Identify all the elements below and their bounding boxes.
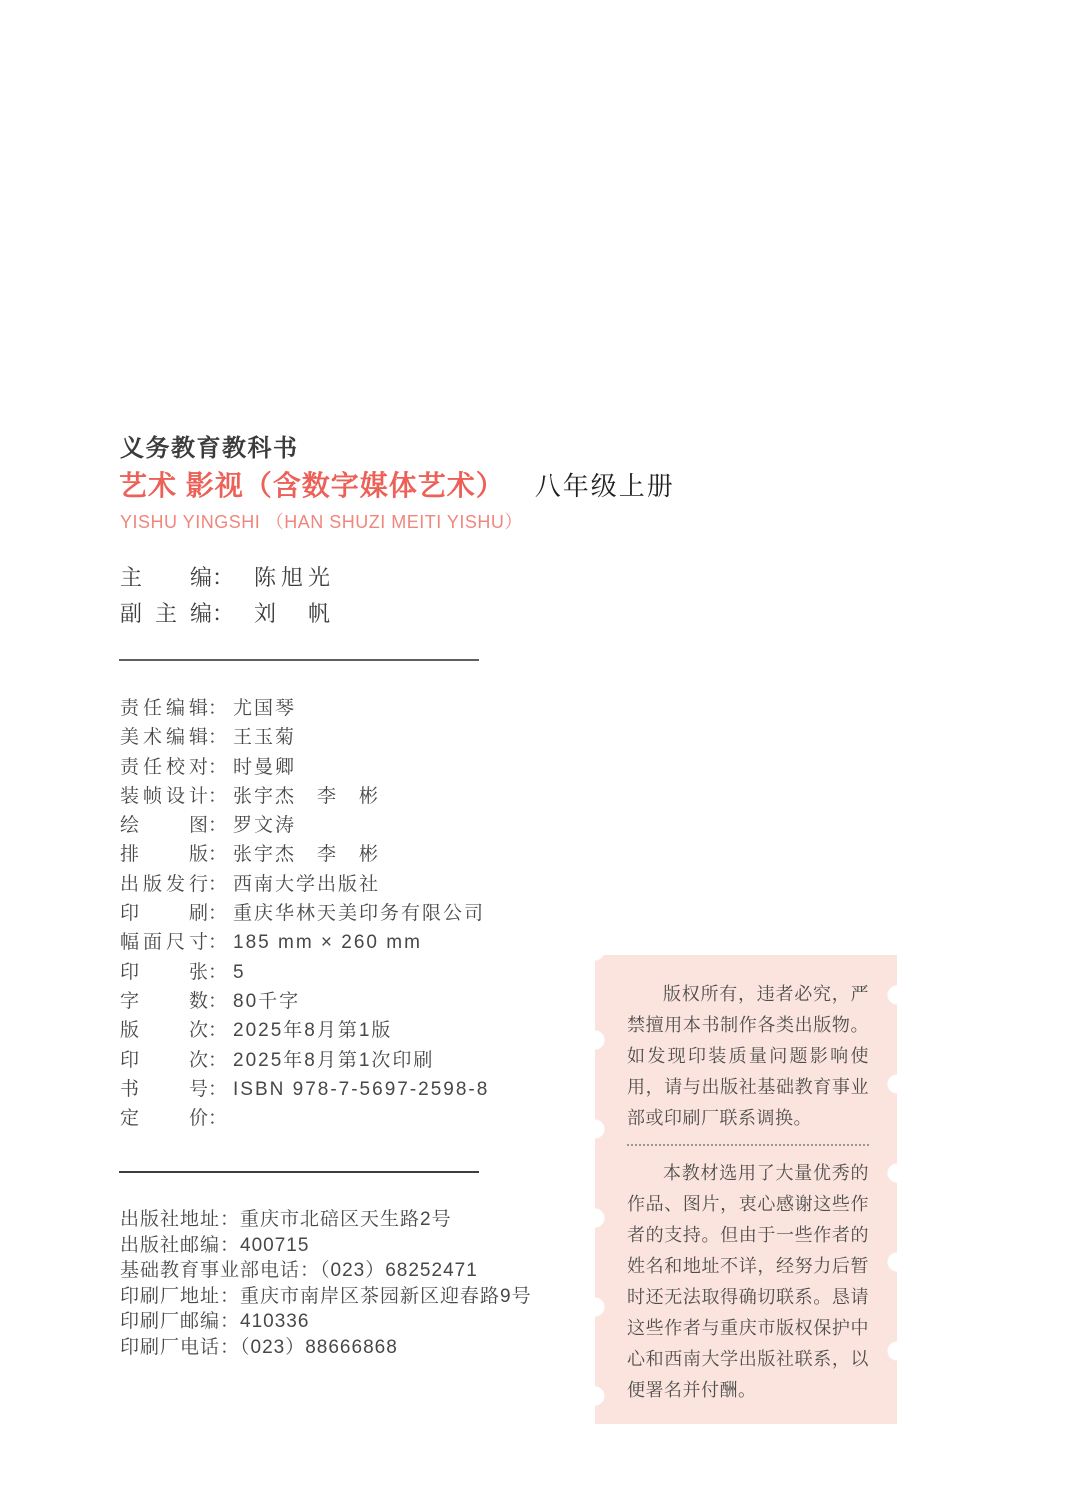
editors-block — [120, 560, 335, 632]
colon: ： — [208, 961, 228, 983]
stamp-notch-right-edge — [886, 955, 908, 1424]
colon: ： — [208, 1108, 228, 1130]
book-title-pinyin: YISHU YINGSHI （HAN SHUZI MEITI YISHU） — [120, 512, 523, 532]
colophon-row — [120, 958, 489, 987]
contact-row — [120, 1207, 532, 1233]
contact-label: 基础教育事业部电话 — [120, 1260, 301, 1282]
copyright-statement: 版权所有，违者必究，严禁擅用本书制作各类出版物。如发现印装质量问题影响使用，请与出版社基础教育事业部或印刷厂联系调换。 — [627, 984, 869, 1128]
colophon-row — [120, 723, 489, 752]
colon: ： — [208, 903, 228, 925]
colon: ： — [208, 932, 228, 954]
contact-label: 印刷厂邮编 — [120, 1311, 221, 1333]
colon: ： — [220, 1336, 241, 1358]
copyright-notice-box — [595, 955, 897, 1424]
contact-value: 重庆市北碚区天生路2号 — [240, 1209, 452, 1230]
colophon-label: 装帧设计 — [120, 785, 208, 807]
contact-row — [120, 1233, 532, 1259]
colophon-value: 罗文涛 — [233, 815, 297, 837]
colon: ： — [220, 1311, 241, 1333]
colon: ： — [208, 873, 228, 895]
colon: ： — [220, 1234, 241, 1256]
colophon-value: 5 — [233, 961, 246, 983]
colophon-label: 书号 — [120, 1078, 208, 1100]
stamp-notch-left-edge — [584, 955, 606, 1424]
colophon-row — [120, 811, 489, 840]
book-title: 艺术 影视（含数字媒体艺术） — [119, 470, 505, 501]
editor-role-label: 主编 — [120, 565, 212, 590]
colophon-label: 印次 — [120, 1049, 208, 1071]
colophon-value: 西南大学出版社 — [233, 873, 381, 895]
colophon-row — [120, 928, 489, 957]
colon: ： — [208, 727, 228, 749]
publisher-contact-list — [120, 1207, 532, 1361]
colon: ： — [208, 1020, 228, 1042]
editor-row — [120, 596, 335, 632]
colophon-value: 尤国琴 — [233, 698, 297, 719]
colon: ： — [208, 1049, 228, 1071]
colon: ： — [300, 1260, 321, 1282]
colophon-label: 定价 — [120, 1108, 208, 1130]
book-title-row — [119, 464, 675, 504]
colophon-label: 版次 — [120, 1020, 208, 1042]
colon: ： — [220, 1285, 241, 1307]
colophon-label: 出版发行 — [120, 873, 208, 895]
colophon-row — [120, 1104, 489, 1133]
divider-line-bottom — [119, 1171, 479, 1173]
colophon-row — [120, 1016, 489, 1045]
colophon-label: 美术编辑 — [120, 727, 208, 749]
colophon-row — [120, 899, 489, 928]
colophon-row — [120, 782, 489, 811]
colophon-value: 2025年8月第1版 — [233, 1020, 393, 1042]
colon: ： — [208, 756, 228, 778]
editor-name: 刘 帆 — [254, 601, 336, 626]
contact-label: 印刷厂电话 — [120, 1336, 221, 1358]
series-title: 义务教育教科书 — [120, 435, 299, 462]
colophon-list — [120, 694, 489, 1133]
contact-row — [120, 1284, 532, 1310]
colophon-label: 绘图 — [120, 815, 208, 837]
colophon-row — [120, 753, 489, 782]
contact-row — [120, 1309, 532, 1335]
colophon-label: 幅面尺寸 — [120, 932, 208, 954]
colophon-value: 时曼卿 — [233, 756, 297, 778]
colophon-row — [120, 840, 489, 869]
colophon-value: 张宇杰 李 彬 — [233, 844, 381, 866]
contact-value: 重庆市南岸区茶园新区迎春路9号 — [240, 1285, 532, 1307]
contact-label: 出版社邮编 — [120, 1234, 221, 1256]
editor-row — [120, 560, 335, 596]
colophon-label: 责任编辑 — [120, 698, 208, 719]
colon: ： — [208, 698, 228, 719]
dotted-divider — [627, 1144, 869, 1146]
colophon-row — [120, 870, 489, 899]
colophon-row — [120, 1046, 489, 1075]
colophon-row — [120, 694, 489, 723]
acknowledgement-statement: 本教材选用了大量优秀的作品、图片，衷心感谢这些作者的支持。但由于一些作者的姓名和地址不详，经努力后暂时还无法取得确切联系。恳请这些作者与重庆市版权保护中心和西南大学出版社联系，以便署名并付酬。 — [627, 1163, 869, 1400]
colophon-value: 185 mm × 260 mm — [233, 932, 422, 954]
colophon-value: 张宇杰 李 彬 — [233, 785, 381, 807]
colophon-value: 重庆华林天美印务有限公司 — [233, 903, 486, 925]
colophon-value: 80千字 — [233, 990, 301, 1012]
colon: ： — [212, 601, 235, 626]
colophon-row — [120, 987, 489, 1016]
colophon-label: 印刷 — [120, 903, 208, 925]
contact-value: 410336 — [240, 1311, 310, 1333]
contact-value: （023）88666868 — [240, 1336, 398, 1358]
colophon-label: 印张 — [120, 961, 208, 983]
colon: ： — [208, 1078, 228, 1100]
contact-row — [120, 1258, 532, 1284]
contact-label: 印刷厂地址 — [120, 1285, 221, 1307]
colon: ： — [220, 1209, 241, 1230]
contact-value: 400715 — [240, 1234, 310, 1256]
editor-name: 陈旭光 — [254, 565, 336, 590]
colophon-label: 字数 — [120, 990, 208, 1012]
colophon-value: 王玉菊 — [233, 727, 297, 749]
colon: ： — [208, 815, 228, 837]
grade-volume: 八年级上册 — [534, 472, 675, 501]
colophon-label: 排版 — [120, 844, 208, 866]
contact-value: （023）68252471 — [320, 1260, 478, 1282]
colophon-label: 责任校对 — [120, 756, 208, 778]
editor-role-label: 副主编 — [120, 601, 212, 626]
contact-row — [120, 1335, 532, 1361]
colophon-value: 2025年8月第1次印刷 — [233, 1049, 435, 1071]
colon: ： — [208, 990, 228, 1012]
contact-label: 出版社地址 — [120, 1209, 221, 1230]
colon: ： — [212, 565, 235, 590]
divider-line-top — [119, 659, 479, 661]
colon: ： — [208, 785, 228, 807]
colon: ： — [208, 844, 228, 866]
colophon-row — [120, 1075, 489, 1104]
colophon-value: ISBN 978-7-5697-2598-8 — [233, 1078, 490, 1100]
